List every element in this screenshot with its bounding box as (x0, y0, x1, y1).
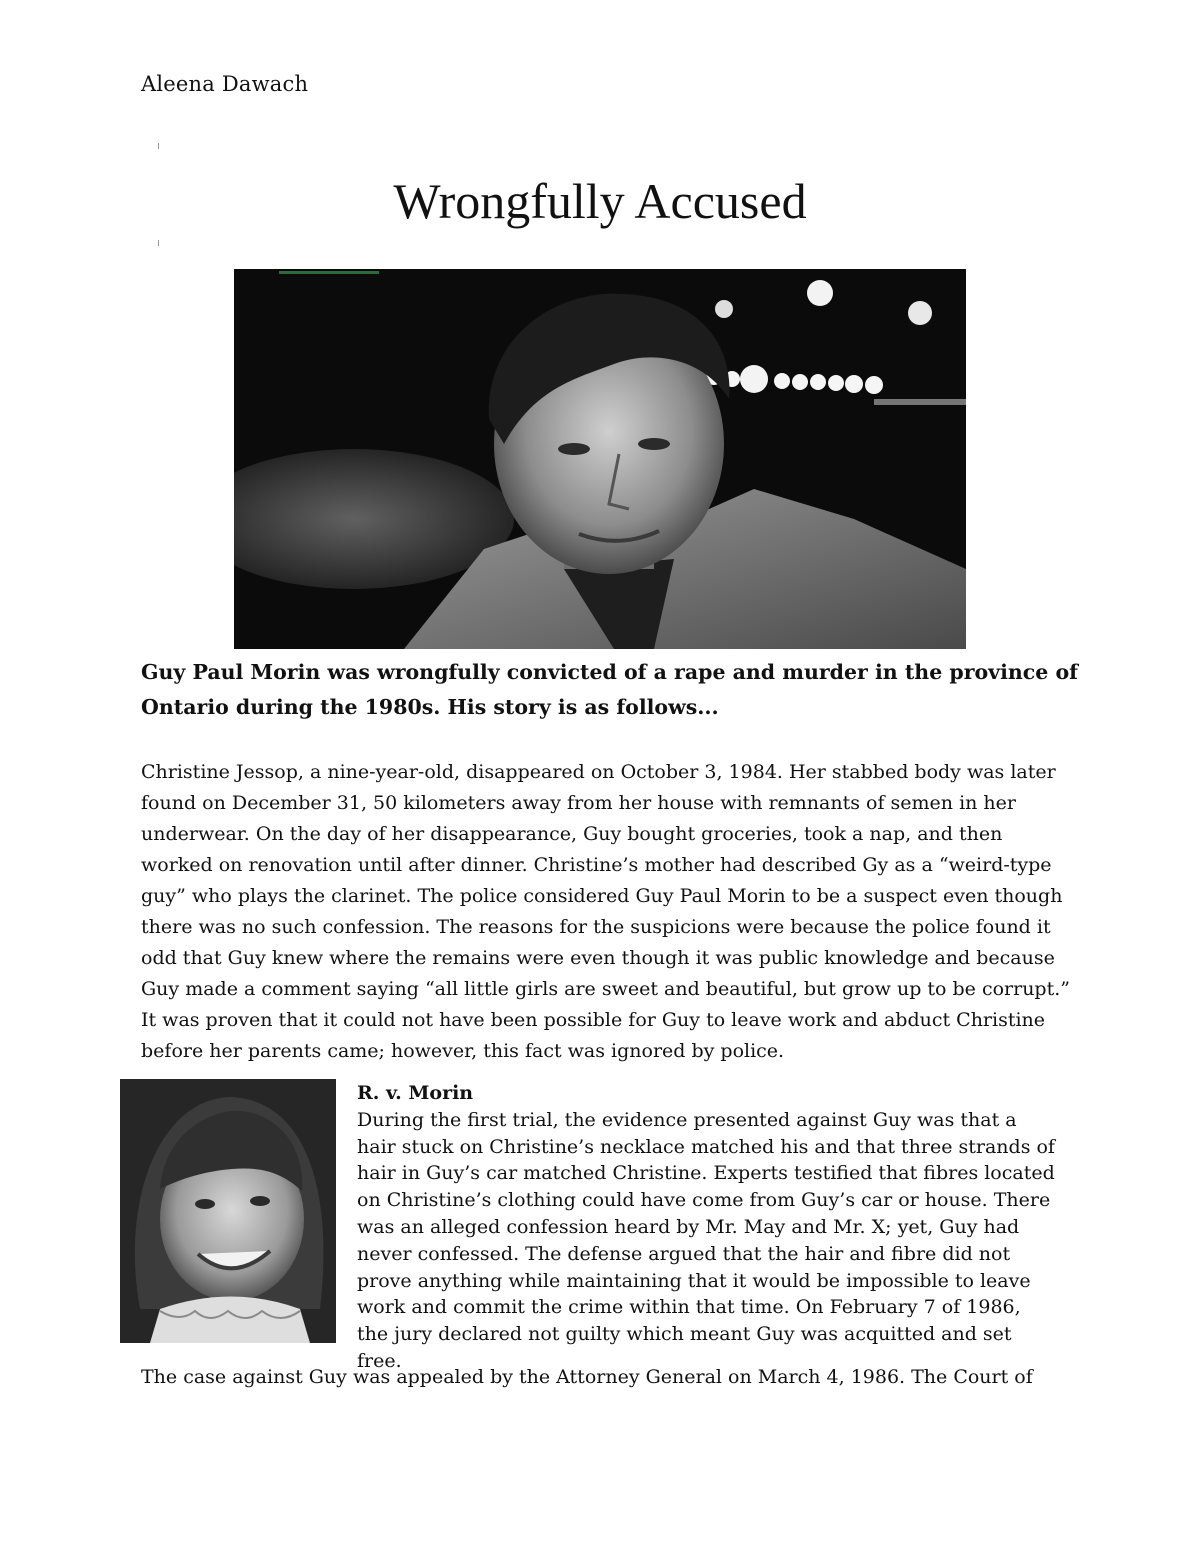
author-name: Aleena Dawach (141, 72, 309, 96)
margin-mark (158, 240, 159, 246)
portrait-photo-man (234, 269, 966, 649)
portrait-photo-girl (120, 1079, 336, 1343)
page-title: Wrongfully Accused (393, 173, 807, 229)
margin-mark (158, 143, 159, 149)
intro-statement: Guy Paul Morin was wrongfully convicted of a rape and murder in the province of Ontario during the 1980s. His story is as follows... (141, 660, 1078, 719)
portrait-photo-man-graphic (234, 269, 966, 649)
body-paragraph: Christine Jessop, a nine-year-old, disappeared on October 3, 1984. Her stabbed body was later found on December 31, 50 kilometers away from her house with remnants of semen in her underwear. On the day of her disappearance, Guy bought groceries, took a nap, and then worked on renovation until after dinner. Christine’s mother had described Gy as a “weird-type guy” who plays the clarinet. The police considered Guy Paul Morin to be a suspect even though there was no such confession. The reasons for the suspicions were because the police found it odd that Guy knew where the remains were even though it was public knowledge and because Guy made a comment saying “all little girls are sweet and beautiful, but grow up to be corrupt.” It was proven that it could not have been possible for Guy to leave work and abduct Christine before her parents came; however, this fact was ignored by police. (141, 761, 1070, 1062)
portrait-photo-girl-graphic (120, 1079, 336, 1343)
body-paragraph-continued: The case against Guy was appealed by the Attorney General on March 4, 1986. The Court of (141, 1366, 1033, 1388)
case-section (357, 1080, 1057, 1375)
section-body: During the first trial, the evidence presented against Guy was that a hair stuck on Christine’s necklace matched his and that three strands of hair in Guy’s car matched Christine. Experts testified that fibres located on Christine’s clothing could have come from Guy’s car or house. There was an alleged confession heard by Mr. May and Mr. X; yet, Guy had never confessed. The defense argued that the hair and fibre did not prove anything while maintaining that it would be impossible to leave work and commit the crime within that time. On February 7 of 1986, the jury declared not guilty which meant Guy was acquitted and set free. (357, 1108, 1055, 1372)
section-heading: R. v. Morin (357, 1082, 474, 1104)
